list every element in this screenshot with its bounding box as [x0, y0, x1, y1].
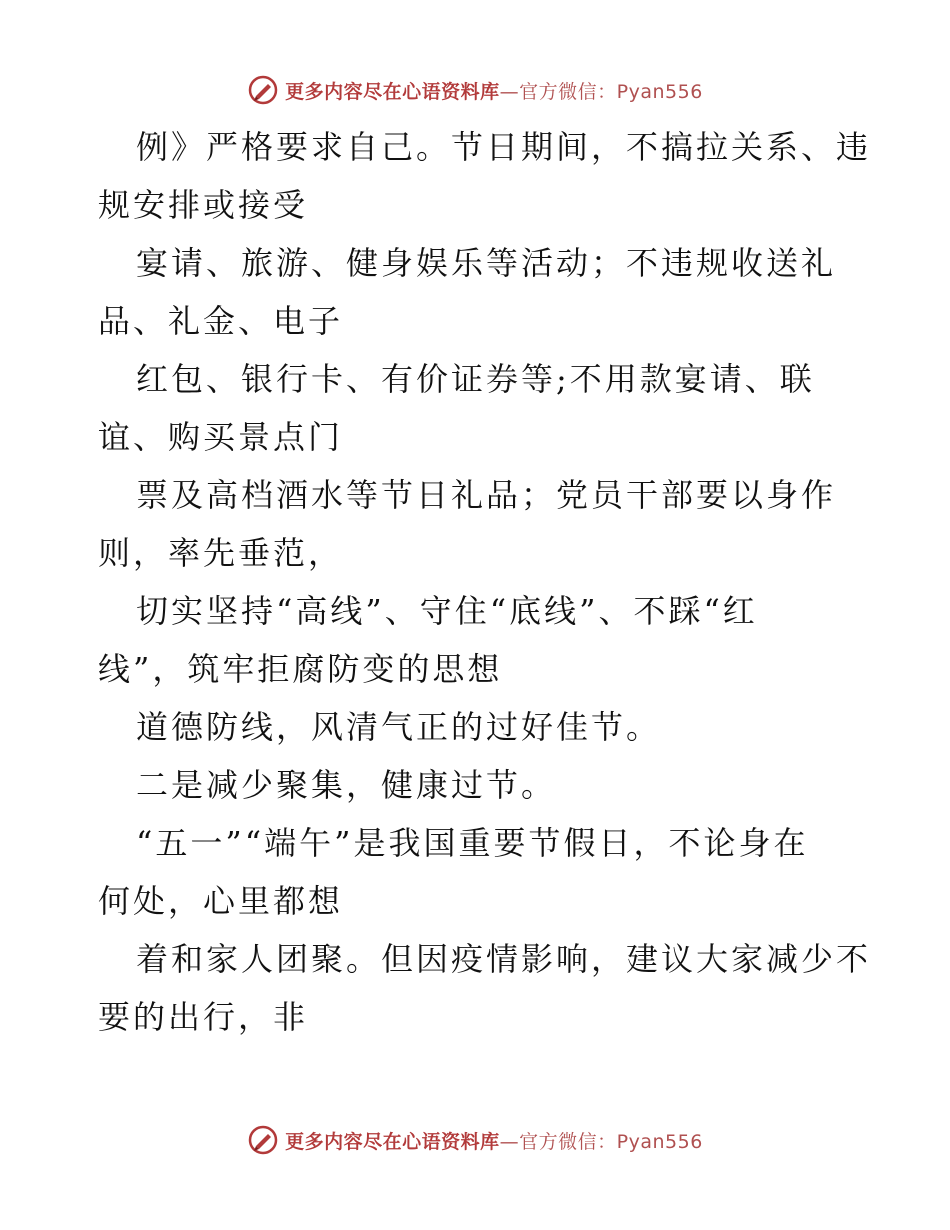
watermark-brand: 更多内容尽在心语资料库 — [285, 1130, 500, 1153]
text-line: 二是减少聚集，健康过节。 — [136, 766, 557, 804]
text-line: 票及高档酒水等节日礼品；党员干部要以身作 — [136, 476, 837, 514]
text-line: 线”，筑牢拒腐防变的思想 — [98, 650, 503, 688]
text-line: 宴请、旅游、健身娱乐等活动；不违规收送礼 — [136, 244, 837, 282]
header-watermark — [0, 74, 950, 106]
text-line: 要的出行，非 — [98, 998, 309, 1036]
footer-watermark — [0, 1124, 950, 1156]
document-body — [98, 118, 872, 1046]
text-line: “五一”“端午”是我国重要节假日，不论身在 — [136, 824, 809, 862]
text-line: 道德防线，风清气正的过好佳节。 — [136, 708, 662, 746]
text-line: 品、礼金、电子 — [98, 302, 344, 340]
text-line: 切实坚持“高线”、守住“底线”、不踩“红 — [136, 592, 758, 630]
text-line: 规安排或接受 — [98, 186, 309, 224]
text-line: 则，率先垂范， — [98, 534, 344, 572]
text-line: 着和家人团聚。但因疫情影响，建议大家减少不 — [136, 940, 872, 978]
watermark-suffix: —官方微信：Pyan556 — [499, 80, 703, 103]
text-line: 何处，心里都想 — [98, 882, 344, 920]
text-line: 例》严格要求自己。节日期间，不搞拉关系、违 — [136, 128, 872, 166]
watermark-suffix: —官方微信：Pyan556 — [499, 1130, 703, 1153]
text-line: 谊、购买景点门 — [98, 418, 344, 456]
watermark-brand: 更多内容尽在心语资料库 — [285, 80, 500, 103]
pen-logo-icon — [247, 74, 279, 106]
text-line: 红包、银行卡、有价证券等;不用款宴请、联 — [136, 360, 815, 398]
pen-logo-icon — [247, 1124, 279, 1156]
